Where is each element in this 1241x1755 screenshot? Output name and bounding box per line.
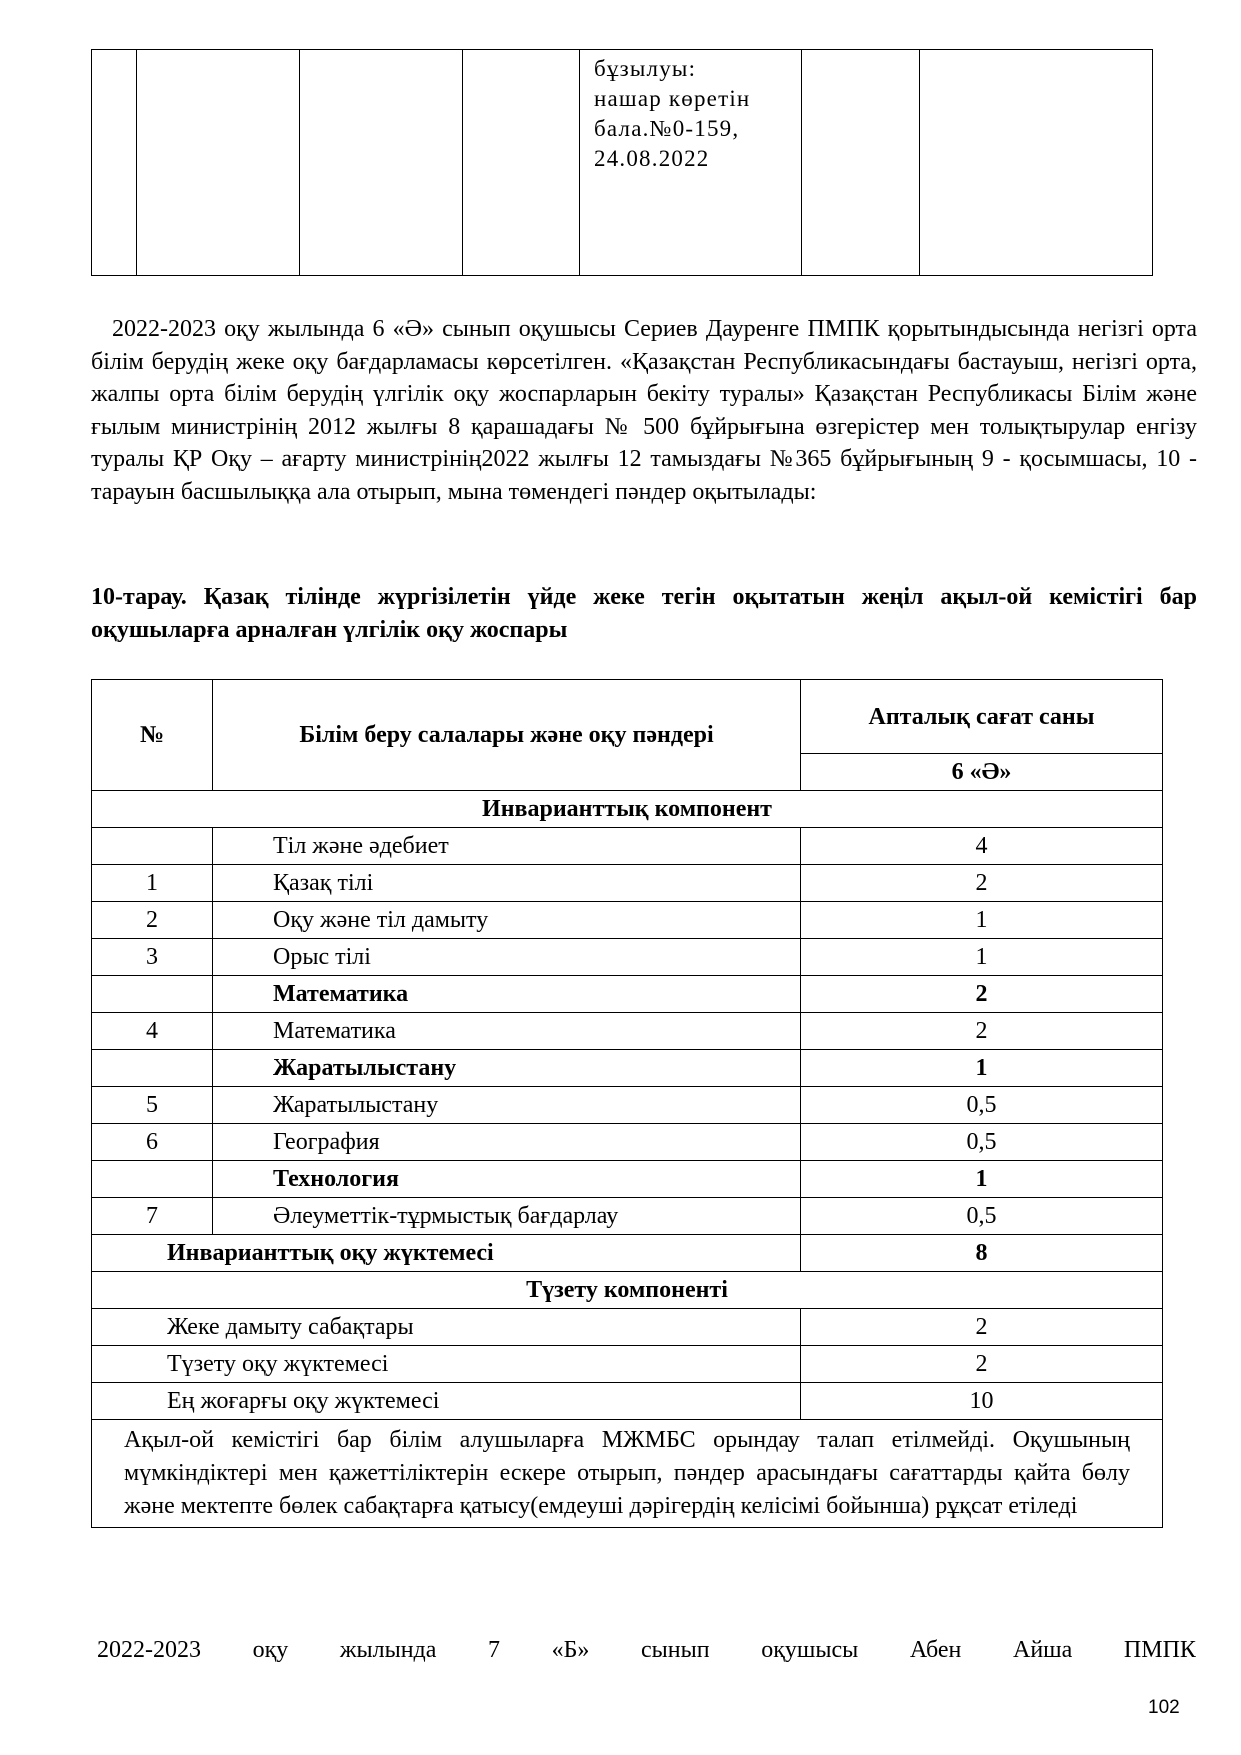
row-subject: Оқу және тіл дамыту	[213, 902, 801, 939]
table-cell	[137, 50, 300, 276]
header-subjects: Білім беру салалары және оқу пәндері	[213, 680, 801, 791]
curriculum-heading: 10-тарау. Қазақ тілінде жүргізілетін үйде жеке тегін оқытатын жеңіл ақыл-ой кемістігі бар оқушыларға арналған үлгілік оқу жоспары	[91, 584, 1197, 643]
header-weekly-hours: Апталық сағат саны	[801, 680, 1163, 754]
row-subject: Жаратылыстану	[213, 1050, 801, 1087]
row-subject: География	[213, 1124, 801, 1161]
correction-row-label: Ең жоғарғы оқу жүктемесі	[92, 1383, 801, 1420]
header-class: 6 «Ә»	[801, 754, 1163, 791]
section-correction: Түзету компоненті	[92, 1272, 1163, 1309]
row-hours: 2	[801, 1013, 1163, 1050]
row-number	[92, 828, 213, 865]
row-number: 2	[92, 902, 213, 939]
header-number: №	[92, 680, 213, 791]
row-number	[92, 1050, 213, 1087]
row-hours: 1	[801, 1050, 1163, 1087]
table-cell	[802, 50, 920, 276]
row-number	[92, 1161, 213, 1198]
correction-row-label: Жеке дамыту сабақтары	[92, 1309, 801, 1346]
row-hours: 0,5	[801, 1198, 1163, 1235]
correction-row-hours: 2	[801, 1346, 1163, 1383]
table-row	[92, 1124, 1163, 1161]
word: Айша	[1013, 1637, 1073, 1663]
row-subject: Математика	[213, 976, 801, 1013]
subject-rows	[92, 828, 1163, 1235]
table-cell	[463, 50, 580, 276]
row-number: 4	[92, 1013, 213, 1050]
table-cell	[300, 50, 463, 276]
invariant-load-label: Инварианттық оқу жүктемесі	[92, 1235, 801, 1272]
row-subject: Математика	[213, 1013, 801, 1050]
word: 7	[488, 1637, 501, 1663]
row-number: 3	[92, 939, 213, 976]
row-number	[92, 976, 213, 1013]
word: 2022-2023	[97, 1637, 201, 1663]
row-hours: 2	[801, 976, 1163, 1013]
page-number: 102	[1148, 1697, 1180, 1718]
correction-row-hours: 2	[801, 1309, 1163, 1346]
row-number: 5	[92, 1087, 213, 1124]
table-cell	[920, 50, 1153, 276]
word: оқушысы	[761, 1637, 859, 1663]
row-hours: 1	[801, 902, 1163, 939]
row-hours: 1	[801, 1161, 1163, 1198]
row-number: 1	[92, 865, 213, 902]
word: «Б»	[551, 1637, 590, 1663]
row-subject: Тіл және әдебиет	[213, 828, 801, 865]
row-hours: 0,5	[801, 1087, 1163, 1124]
row-subject: Қазақ тілі	[213, 865, 801, 902]
correction-row-hours: 10	[801, 1383, 1163, 1420]
row-hours: 4	[801, 828, 1163, 865]
table-row	[92, 1198, 1163, 1235]
table-row	[92, 1013, 1163, 1050]
next-paragraph	[97, 1635, 1196, 1665]
table-row	[92, 939, 1163, 976]
row-subject: Технология	[213, 1161, 801, 1198]
table-cell	[92, 50, 137, 276]
row-number: 7	[92, 1198, 213, 1235]
curriculum-table	[91, 679, 1163, 1528]
word: сынып	[641, 1637, 710, 1663]
row-number: 6	[92, 1124, 213, 1161]
word: ПМПК	[1123, 1637, 1196, 1663]
table-row	[92, 1087, 1163, 1124]
intro-paragraph: 2022-2023 оқу жылында 6 «Ә» сынып оқушысы Сериев Дауренге ПМПК қорытындысында негізгі орта білім берудің жеке оқу бағдарламасы көрсетілген. «Қазақстан Республикасындағы бастауыш, негізгі орта, жалпы орта білім берудің үлгілік оқу жоспарларын бекіту туралы» Қазақстан Республикасы Білім және ғылым министрінің 2012 жылғы 8 қарашадағы № 500 бұйрығына өзгерістер мен толықтырулар енгізу туралы ҚР Оқу – ағарту министрінің2022 жылғы 12 тамыздағы №365 бұйрығының 9 - қосымшасы, 10 - тарауын басшылыққа ала отырып, мына төмендегі пәндер оқытылады:	[91, 316, 1197, 505]
table-row	[92, 1050, 1163, 1087]
table-row	[92, 902, 1163, 939]
row-hours: 1	[801, 939, 1163, 976]
previous-table-continuation	[91, 49, 1153, 276]
word: Абен	[909, 1637, 962, 1663]
row-hours: 0,5	[801, 1124, 1163, 1161]
row-subject: Жаратылыстану	[213, 1087, 801, 1124]
table-row	[92, 865, 1163, 902]
table-row	[92, 976, 1163, 1013]
row-hours: 2	[801, 865, 1163, 902]
table-row	[92, 828, 1163, 865]
table-row	[92, 1161, 1163, 1198]
diagnosis-cell	[580, 50, 802, 276]
section-invariant: Инварианттық компонент	[92, 791, 1163, 828]
correction-row-label: Түзету оқу жүктемесі	[92, 1346, 801, 1383]
table-note: Ақыл-ой кемістігі бар білім алушыларға МЖМБС орындау талап етілмейді. Оқушының мүмкіндіктері мен қажеттіліктерін ескере отырып, пәндер арасындағы сағаттарды қайта бөлу және мектепте бөлек сабақтарға қатысу(емдеуші дәрігердің келісімі бойынша) рұқсат етіледі	[92, 1420, 1163, 1528]
invariant-load-hours: 8	[801, 1235, 1163, 1272]
diagnosis-text: бұзылуы: нашар көретін бала.№0-159, 24.08.2022	[594, 56, 751, 171]
row-subject: Орыс тілі	[213, 939, 801, 976]
word: жылында	[339, 1637, 437, 1663]
row-subject: Әлеуметтік-тұрмыстық бағдарлау	[213, 1198, 801, 1235]
word: оқу	[252, 1637, 289, 1663]
